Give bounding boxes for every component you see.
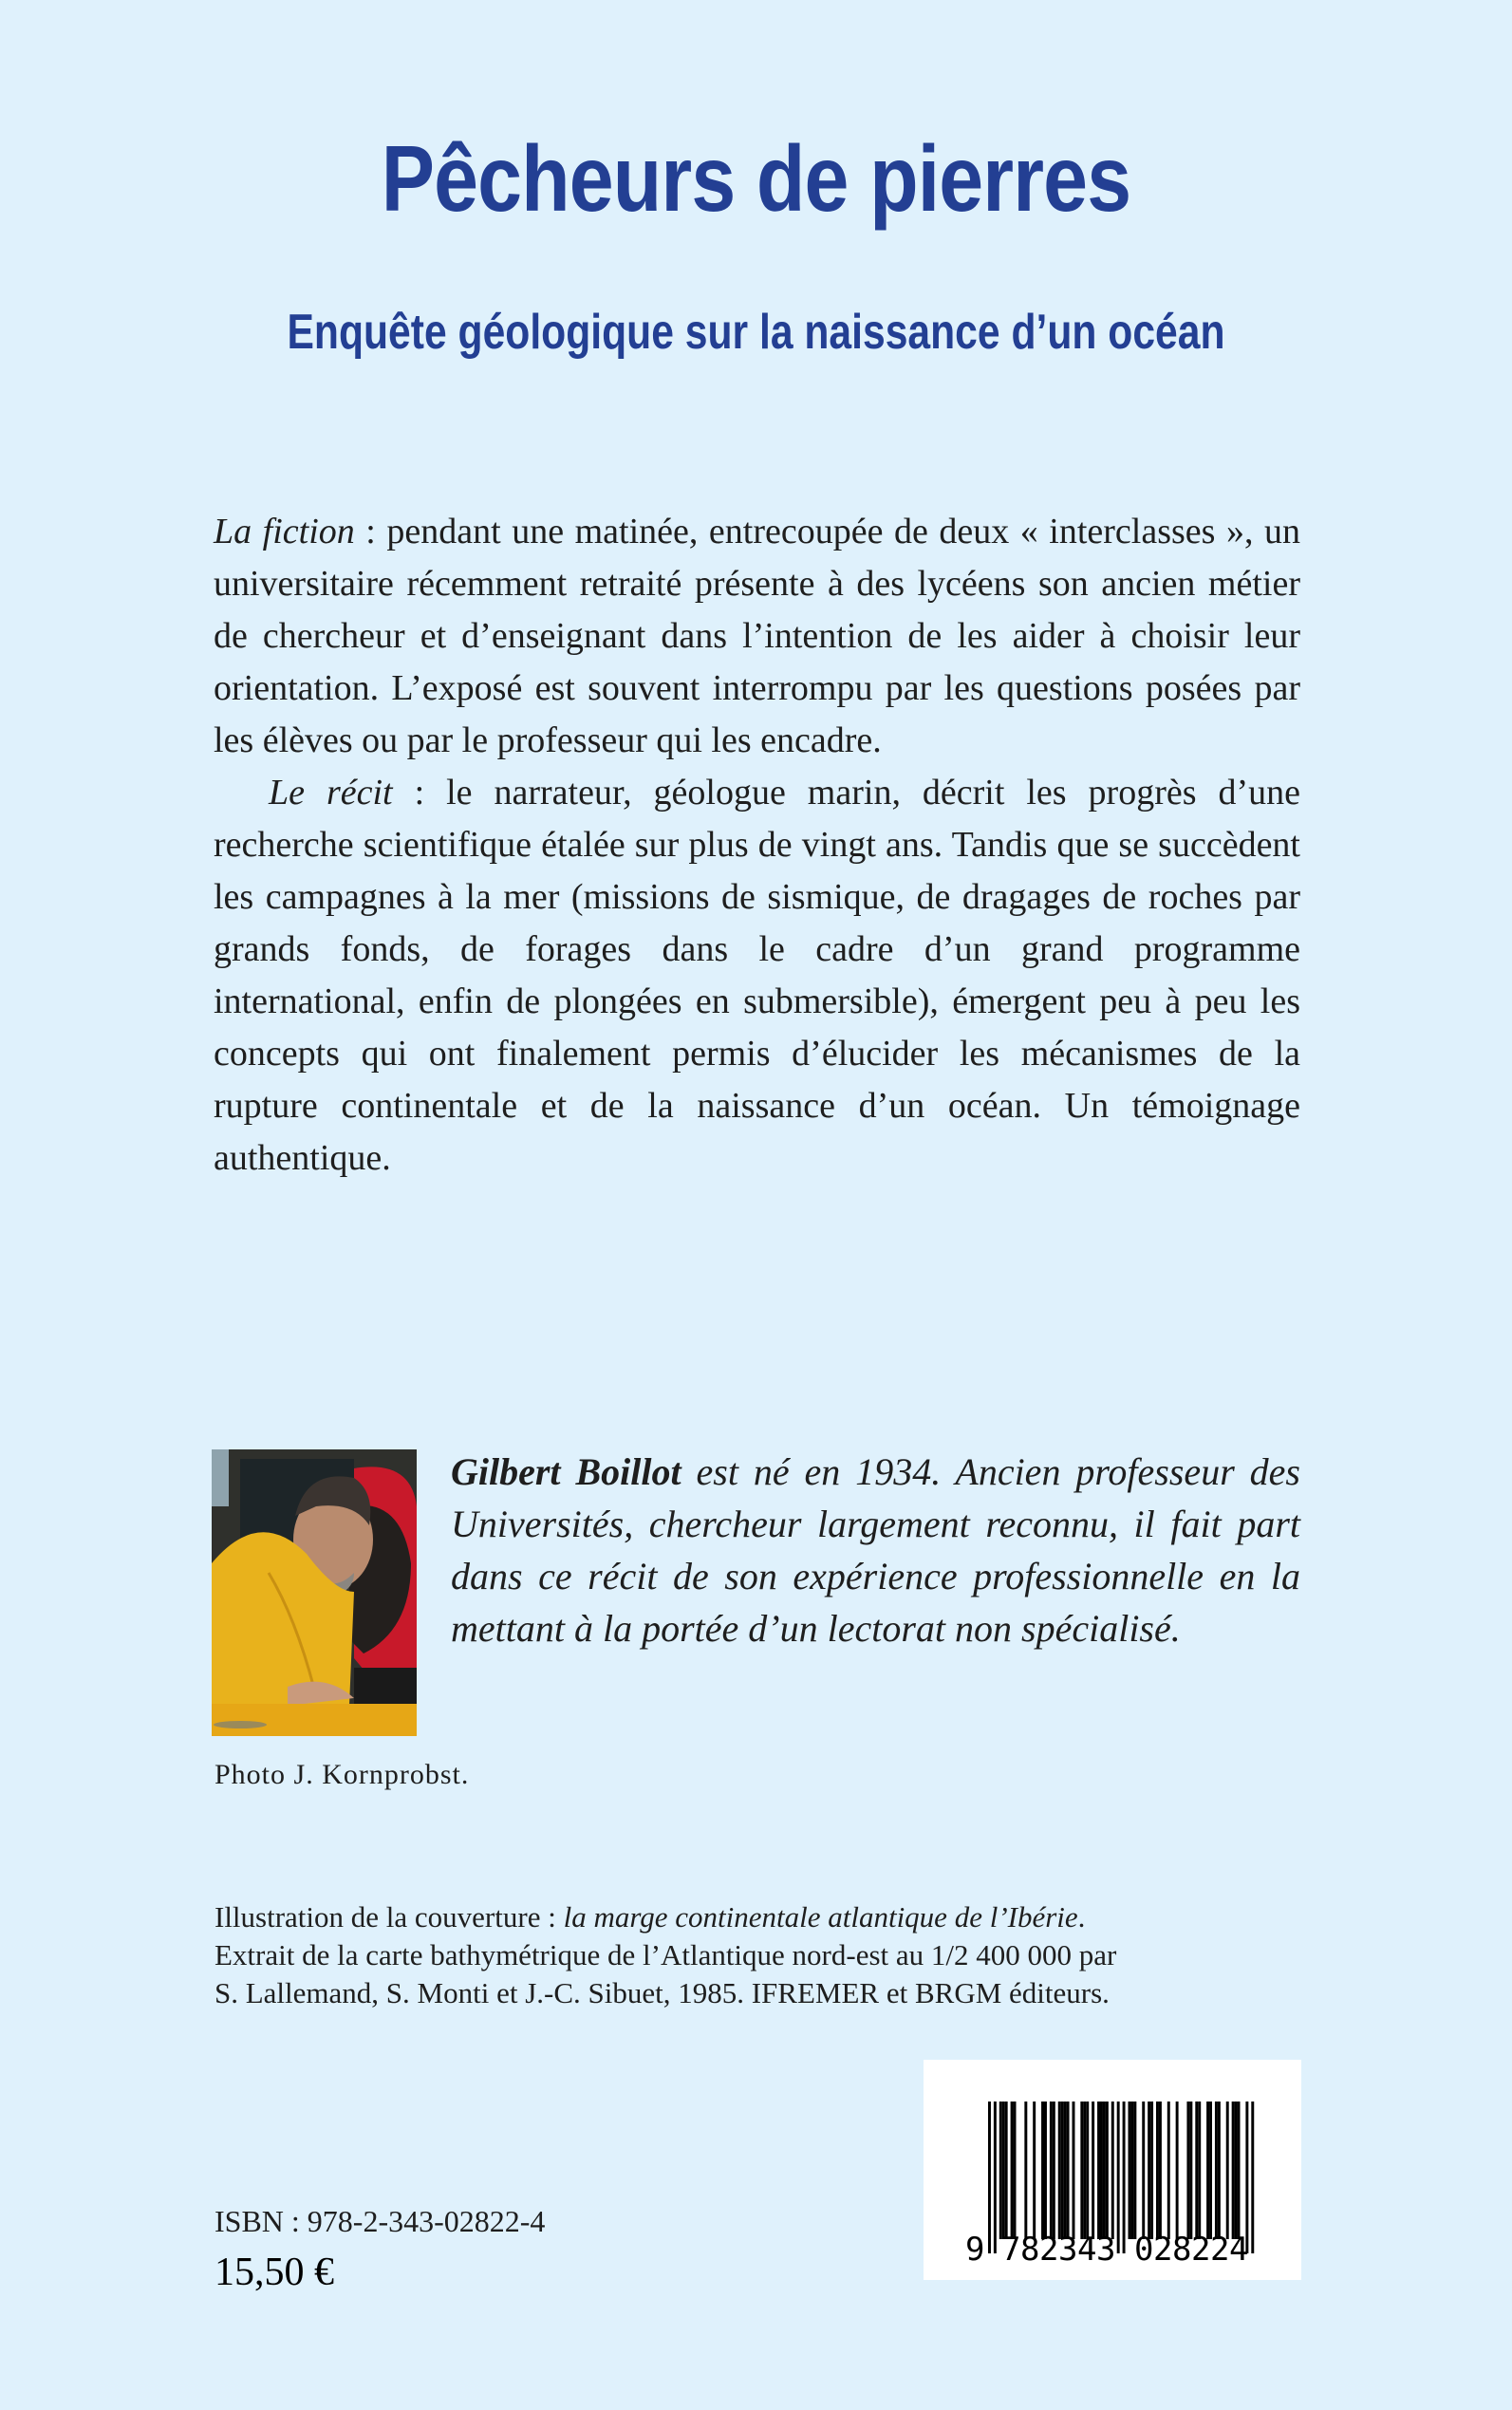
cover-credit-title: la marge continentale atlantique de l’Ibérie [563,1900,1078,1934]
isbn: ISBN : 978-2-343-02822-4 [215,2204,546,2238]
author-bio [451,1446,1300,1654]
author-bio-text: est né en 1934. Ancien professeur des Universités, chercheur largement reconnu, il fait part dans ce récit de son expérience professionnelle en la mettant à la portée d’un lectorat non spécialisé. [451,1450,1300,1650]
barcode-digit: 8 [1172,2231,1192,2269]
cover-credit-line-1 [215,1898,1278,1936]
book-subtitle: Enquête géologique sur la naissance d’un océan [287,305,1225,360]
barcode-digit: 3 [1058,2231,1078,2269]
photo-credit: Photo J. Kornprobst. [215,1759,470,1790]
cover-credit-line-2: Extrait de la carte bathymétrique de l’Atlantique nord-est au 1/2 400 000 par [215,1938,1117,1971]
author-name: Gilbert Boillot [451,1450,681,1493]
barcode-digit: 2 [1153,2231,1173,2269]
blurb-text-fiction: : pendant une matinée, entrecoupée de deux « interclasses », un universitaire récemment retraité présente à des lycéens son ancien métier de chercheur et d’enseignant dans l’intention de les aider à choisir leur orientation. L’exposé est souvent interrompu par les questions posées par les élèves ou par le professeur qui les encadre. [214,512,1300,760]
blurb-lead-recit: Le récit [269,773,393,813]
barcode-digit: 2 [1210,2231,1230,2269]
barcode-digit: 9 [965,2231,985,2269]
blurb-lead-fiction: La fiction [214,512,355,551]
cover-illustration-credit [215,1898,1278,2012]
cover-credit-period: . [1077,1900,1086,1934]
price: 15,50 € [215,2251,334,2294]
barcode-digit: 8 [1020,2231,1040,2269]
cover-credit-line-3: S. Lallemand, S. Monti et J.-C. Sibuet, 1985. IFREMER et BRGM éditeurs. [215,1976,1110,2009]
barcode-digit: 7 [1001,2231,1021,2269]
barcode-digit: 0 [1134,2231,1154,2269]
barcode [924,2060,1301,2280]
back-cover-blurb [214,506,1300,1185]
blurb-text-recit: : le narrateur, géologue marin, décrit les progrès d’une recherche scientifique étalée sur plus de vingt ans. Tandis que se succèdent les campagnes à la mer (missions de sismique, de dragages de roches par grands fonds, de forages dans le cadre d’un grand programme international, enfin de plongées en submersible), émergent peu à peu les concepts qui ont finalement permis d’élucider les mécanismes de la rupture continentale et de la naissance d’un océan. Un témoignage authentique. [214,773,1301,1178]
barcode-digit: 4 [1229,2231,1249,2269]
blurb-paragraph-fiction [214,506,1300,767]
author-photo [212,1449,417,1736]
barcode-digit: 4 [1077,2231,1097,2269]
barcode-digit: 2 [1039,2231,1059,2269]
barcode-digit: 3 [1096,2231,1116,2269]
cover-credit-label: Illustration de la couverture : [215,1900,564,1934]
book-title: Pêcheurs de pierres [381,126,1131,231]
blurb-paragraph-recit [214,767,1300,1185]
barcode-digit: 2 [1191,2231,1211,2269]
